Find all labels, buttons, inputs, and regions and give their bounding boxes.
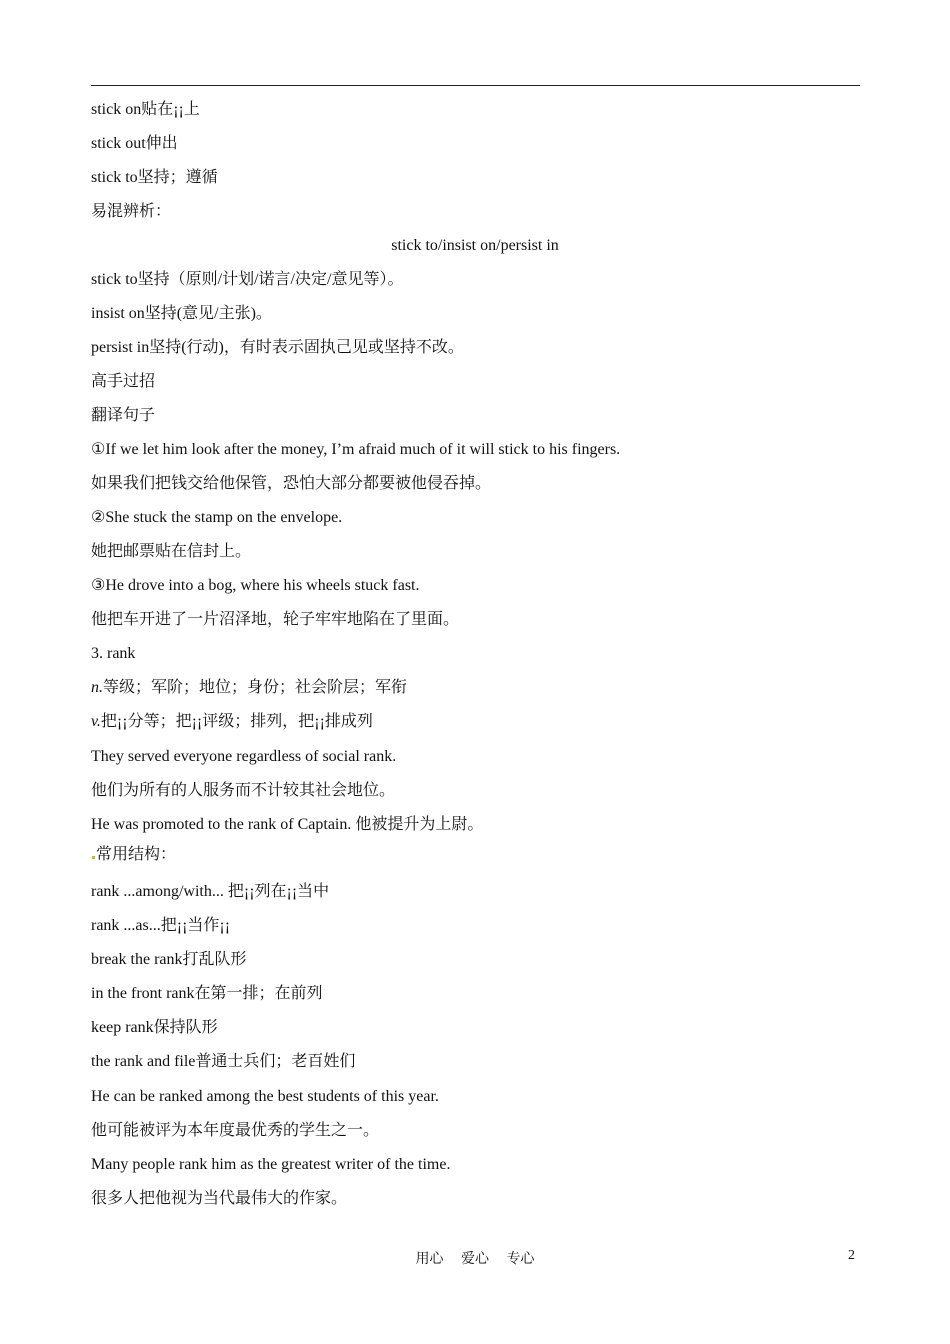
example-sentence: He was promoted to the rank of Captain. 他被提升为上尉。: [91, 816, 484, 833]
noun-definition: [91, 678, 407, 698]
example-sentence: He can be ranked among the best students of this year.: [91, 1088, 439, 1105]
text-line: persist in坚持(行动)，有时表示固执己见或坚持不改。: [91, 339, 464, 356]
example-sentence: ③He drove into a bog, where his wheels stuck fast.: [91, 577, 420, 594]
section-label: [91, 845, 176, 865]
phrase-line: break the rank打乱队形: [91, 951, 247, 968]
translation-line: 他把车开进了一片沼泽地，轮子牢牢地陷在了里面。: [91, 611, 460, 628]
header-rule: [91, 85, 860, 86]
phrase-line: in the front rank在第一排；在前列: [91, 985, 323, 1002]
translation-line: 如果我们把钱交给他保管，恐怕大部分都要被他侵吞掉。: [91, 475, 492, 492]
verb-definition: [91, 712, 373, 732]
footer-text: 用心 爱心 专心: [415, 1252, 535, 1267]
definition-text: 等级；军阶；地位；身份；社会阶层；军衔: [103, 679, 408, 696]
text-line: insist on坚持(意见/主张)。: [91, 305, 272, 322]
definition-text: 把¡¡分等；把¡¡评级；排列，把¡¡排成列: [100, 713, 373, 730]
translation-line: 他们为所有的人服务而不计较其社会地位。: [91, 782, 396, 799]
entry-heading: 3. rank: [91, 645, 136, 662]
phrase-line: keep rank保持队形: [91, 1019, 218, 1036]
phrase-line: rank ...as...把¡¡当作¡¡: [91, 917, 231, 934]
section-label: 易混辨析：: [91, 203, 172, 220]
text-line: stick to坚持；遵循: [91, 169, 218, 186]
pos-noun: n.: [91, 679, 103, 696]
translation-line: 很多人把他视为当代最伟大的作家。: [91, 1190, 348, 1207]
translation-line: 他可能被评为本年度最优秀的学生之一。: [91, 1122, 380, 1139]
example-sentence: They served everyone regardless of social rank.: [91, 748, 397, 765]
text-line: stick on贴在¡¡上: [91, 101, 200, 118]
page-number: 2: [848, 1248, 855, 1263]
translation-line: 她把邮票贴在信封上。: [91, 543, 252, 560]
text-line: stick to坚持（原则/计划/诺言/决定/意见等）。: [91, 271, 404, 288]
centered-heading: stick to/insist on/persist in: [391, 237, 559, 254]
pos-verb: v.: [91, 713, 101, 730]
section-label-text: 常用结构：: [96, 846, 177, 863]
text-line: stick out伸出: [91, 135, 178, 152]
example-sentence: ①If we let him look after the money, I’m afraid much of it will stick to his fingers.: [91, 441, 621, 458]
stray-mark: [92, 856, 95, 859]
section-label: 翻译句子: [91, 407, 156, 424]
example-sentence: Many people rank him as the greatest writer of the time.: [91, 1156, 451, 1173]
section-label: 高手过招: [91, 373, 156, 390]
phrase-line: rank ...among/with... 把¡¡列在¡¡当中: [91, 883, 330, 900]
phrase-line: the rank and file普通士兵们；老百姓们: [91, 1053, 356, 1070]
example-sentence: ②She stuck the stamp on the envelope.: [91, 509, 343, 526]
